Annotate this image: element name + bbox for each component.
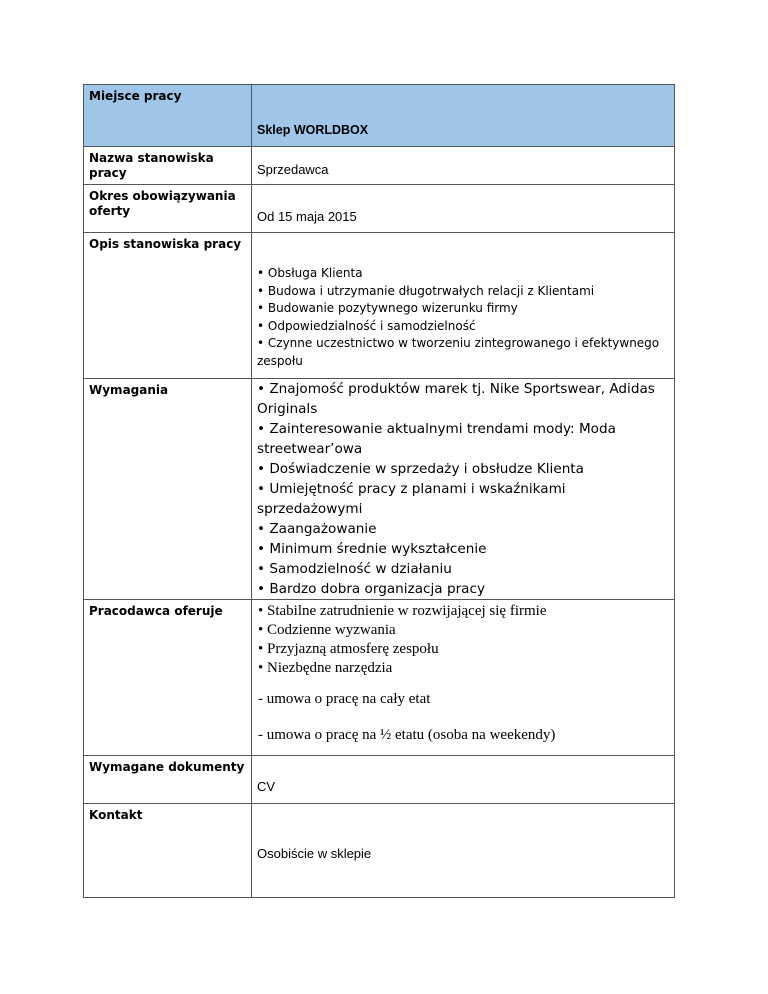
row-documents [84, 756, 675, 804]
validity-value: Od 15 maja 2015 [257, 209, 357, 224]
contract-full-time: - umowa o pracę na cały etat [258, 691, 431, 707]
row-offer [84, 600, 675, 756]
workplace-value: Sklep WORLDBOX [257, 123, 369, 137]
offer-item: • Przyjazną atmosferę zespołu [258, 641, 439, 657]
offer-item: • Niezbędne narzędzia [258, 660, 393, 676]
contact-value: Osobiście w sklepie [257, 846, 372, 861]
description-item: • Budowa i utrzymanie długotrwałych relacji z Klientami [257, 283, 595, 298]
requirement-item: • Umiejętność pracy z planami i wskaźnikami sprzedażowymi [257, 481, 566, 517]
workplace-label: Miejsce pracy [89, 89, 182, 103]
row-validity [84, 185, 675, 233]
description-label: Opis stanowiska pracy [89, 237, 242, 251]
offer-label-cell [84, 600, 252, 756]
requirement-item: • Minimum średnie wykształcenie [257, 541, 487, 557]
description-item: • Odpowiedzialność i samodzielność [257, 318, 476, 333]
requirements-value-cell [252, 379, 675, 600]
description-label-cell [84, 233, 252, 379]
contract-half-time: - umowa o pracę na ½ etatu (osoba na weekendy) [258, 727, 556, 743]
workplace-value-cell [252, 85, 675, 147]
description-item: • Obsługa Klienta [257, 266, 363, 280]
position-label-cell [84, 147, 252, 185]
requirement-item: • Bardzo dobra organizacja pracy [257, 581, 486, 597]
contact-label-cell [84, 804, 252, 898]
row-description [84, 233, 675, 379]
requirement-item: • Doświadczenie w sprzedaży i obsłudze Klienta [257, 461, 584, 477]
offer-item: • Codzienne wyzwania [258, 622, 396, 638]
requirements-list [252, 379, 674, 599]
contact-value-cell [252, 804, 675, 898]
position-label: Nazwa stanowiska pracy [89, 151, 214, 180]
validity-value-cell [252, 185, 675, 233]
contact-label: Kontakt [89, 808, 143, 822]
offer-item: • Stabilne zatrudnienie w rozwijającej się firmie [258, 603, 547, 619]
row-position [84, 147, 675, 185]
row-contact [84, 804, 675, 898]
requirements-label: Wymagania [89, 383, 169, 397]
row-requirements [84, 379, 675, 600]
requirements-label-cell [84, 379, 252, 600]
description-item: • Budowanie pozytywnego wizerunku firmy [257, 301, 518, 315]
row-workplace [84, 85, 675, 147]
documents-value-cell [252, 756, 675, 804]
description-item: • Czynne uczestnictwo w tworzeniu zintegrowanego i efektywnego zespołu [257, 336, 660, 368]
requirement-item: • Samodzielność w działaniu [257, 561, 452, 577]
validity-label: Okres obowiązywania oferty [89, 189, 236, 218]
requirement-item: • Zaangażowanie [257, 521, 377, 537]
position-value-cell [252, 147, 675, 185]
job-offer-table [83, 84, 675, 898]
requirement-item: • Znajomość produktów marek tj. Nike Sportswear, Adidas Originals [257, 381, 655, 417]
offer-label: Pracodawca oferuje [89, 604, 223, 618]
documents-label: Wymagane dokumenty [89, 760, 245, 774]
offer-value-cell [252, 600, 675, 756]
description-value-cell [252, 233, 675, 379]
requirement-item: • Zainteresowanie aktualnymi trendami mody: Moda streetwear’owa [257, 421, 616, 457]
description-list [252, 233, 674, 370]
offer-list [252, 600, 674, 678]
documents-value: CV [257, 779, 276, 794]
workplace-label-cell [84, 85, 252, 147]
validity-label-cell [84, 185, 252, 233]
documents-label-cell [84, 756, 252, 804]
position-value: Sprzedawca [257, 162, 329, 177]
